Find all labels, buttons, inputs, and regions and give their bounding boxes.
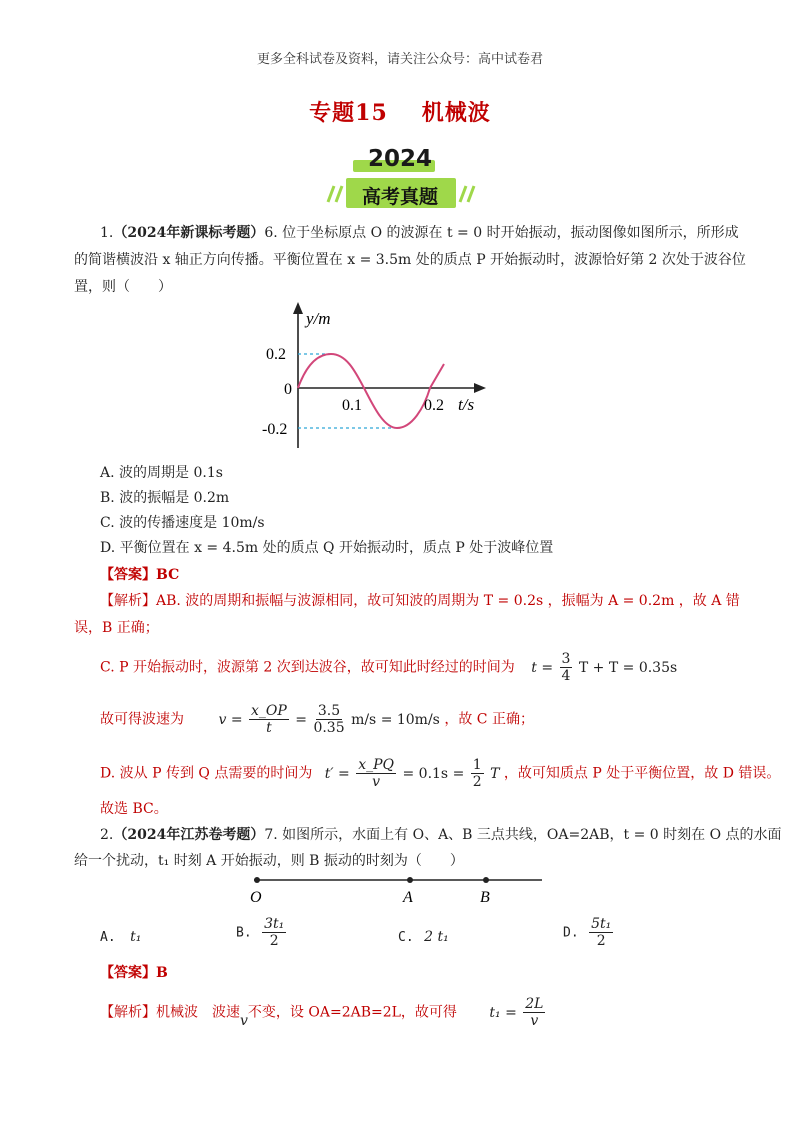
q1-number: 1.	[100, 225, 114, 241]
frac-den: 2	[472, 774, 482, 790]
frac-values	[313, 703, 344, 736]
frac-den: 2	[596, 933, 606, 949]
point-a-label: A	[403, 889, 413, 906]
point-b-label: B	[480, 889, 490, 906]
q2-answer: 【答案】B	[100, 965, 168, 981]
formula-elapsed-time	[531, 651, 678, 684]
frac-num: 1	[472, 757, 482, 773]
formula-t1	[489, 996, 547, 1029]
q2-analysis-v: v	[240, 1012, 248, 1029]
formula-v-post: m/s = 10m/s	[351, 711, 440, 728]
q1-conclusion: 故选 BC。	[100, 801, 168, 817]
option-label: D.	[563, 925, 579, 941]
year-label: 2024	[367, 146, 432, 172]
q2-line1	[100, 824, 782, 846]
q1-analysis-d-tail: ，故可知质点 P 处于平衡位置，故 D 错误。	[503, 765, 781, 782]
q1-line1	[100, 222, 739, 244]
frac-num: 2L	[525, 996, 544, 1012]
title-name: 机械波	[421, 100, 491, 126]
formula-v-pre: v =	[218, 711, 243, 728]
q1-analysis-c-2-text: 故可得波速为	[100, 711, 184, 728]
frac-num: 5t₁	[591, 916, 612, 932]
tick-y-zero: 0	[284, 381, 292, 398]
q1-analysis-ab-2: 误，B 正确；	[74, 620, 159, 636]
tick-y-neg: -0.2	[262, 421, 288, 438]
x-axis-arrow	[474, 383, 486, 393]
frac-den: v	[372, 774, 381, 790]
frac-den: 2	[269, 933, 279, 949]
option-frac	[589, 916, 613, 949]
frac-num: x_OP	[251, 703, 287, 719]
title-topic: 专题15	[309, 100, 388, 126]
q2-stem-1: 7. 如图所示，水面上有 O、A、B 三点共线，OA=2AB，t = 0 时刻在 O 点的水面	[264, 827, 782, 843]
q2-number: 2.	[100, 827, 114, 843]
formula-pq-time	[324, 757, 504, 790]
q1-analysis-c-2-tail: ，故 C 正确；	[444, 711, 534, 728]
formula-t1-pre: t₁ =	[489, 1004, 517, 1021]
frac-den: 0.35	[313, 720, 345, 736]
q1-analysis-ab-1: 【解析】AB. 波的周期和振幅与波源相同，故可知波的周期为 T = 0.2s ，振幅为 A = 0.2m ，故 A 错	[100, 593, 740, 609]
option-value: t₁	[130, 929, 142, 945]
y-axis-arrow	[293, 302, 303, 314]
option-label: B.	[236, 925, 252, 941]
header-promo: 更多全科试卷及资料，请关注公众号：高中试卷君	[256, 52, 543, 67]
vibration-curve	[298, 354, 444, 428]
frac-three-quarters	[560, 651, 573, 684]
frac-num: 3	[561, 651, 571, 667]
q1-analysis-c-1-text: C. P 开始振动时，波源第 2 次到达波谷，故可知此时经过的时间为	[100, 659, 515, 676]
tick-x-1: 0.1	[342, 397, 362, 414]
q1-line2: 的简谐横波沿 x 轴正方向传播。平衡位置在 x = 3.5m 处的质点 P 开始振动时，波源恰好第 2 次处于波谷位	[74, 252, 746, 268]
formula-wave-speed	[218, 703, 444, 736]
q2-option-a	[100, 926, 141, 949]
q2-option-d	[563, 916, 615, 949]
frac-num: 3t₁	[264, 916, 285, 932]
q2-line2: 给一个扰动，t₁ 时刻 A 开始振动，则 B 振动的时刻为（ ）	[74, 853, 464, 869]
point-a	[407, 877, 413, 883]
formula-T: T	[490, 765, 500, 782]
formula-tprime-pre: t′ =	[324, 765, 350, 782]
q1-answer: 【答案】BC	[100, 567, 180, 583]
q2-analysis	[100, 996, 547, 1029]
section-title: 高考真题	[361, 186, 438, 208]
option-frac	[262, 916, 286, 949]
tick-y-pos: 0.2	[266, 346, 286, 363]
q1-analysis-d	[100, 757, 780, 790]
formula-t-pre: t =	[531, 659, 554, 676]
frac-xop-t	[249, 703, 289, 736]
q1-line3: 置，则（ ）	[74, 279, 172, 295]
point-o	[254, 877, 260, 883]
formula-t-post: T + T = 0.35s	[578, 659, 678, 676]
oab-diagram	[240, 868, 550, 908]
frac-num: 3.5	[317, 703, 341, 719]
q1-source: （2024年新课标考题）	[113, 225, 265, 241]
q1-stem-1: 6. 位于坐标原点 O 的波源在 t = 0 时开始振动，振动图像如图所示，所形成	[264, 225, 739, 241]
frac-2l-v	[523, 996, 545, 1029]
q1-option-d: D. 平衡位置在 x = 4.5m 处的质点 Q 开始振动时，质点 P 处于波峰位置	[100, 540, 554, 556]
option-label: A.	[100, 930, 116, 945]
q1-analysis-c-1	[100, 651, 677, 684]
option-label: C.	[398, 930, 414, 945]
option-value: 2 t₁	[424, 929, 449, 945]
q1-analysis-c-2	[100, 703, 534, 736]
formula-eq: =	[295, 711, 307, 728]
page-title	[0, 96, 800, 127]
q1-option-c: C. 波的传播速度是 10m/s	[100, 515, 265, 531]
q1-option-b: B. 波的振幅是 0.2m	[100, 490, 230, 506]
y-axis-label: y/m	[306, 309, 331, 328]
x-axis-label: t/s	[458, 395, 475, 414]
q1-analysis-d-text: D. 波从 P 传到 Q 点需要的时间为	[100, 765, 313, 782]
point-b	[483, 877, 489, 883]
q2-option-b	[236, 916, 288, 949]
frac-half	[471, 757, 484, 790]
frac-den: v	[530, 1013, 539, 1029]
q2-analysis-text-1: 【解析】机械波 波速	[100, 1004, 240, 1021]
q2-source: （2024年江苏卷考题）	[113, 827, 265, 843]
formula-mid: = 0.1s =	[402, 765, 465, 782]
frac-den: 4	[561, 668, 571, 684]
tick-x-2: 0.2	[424, 397, 444, 414]
frac-num: x_PQ	[358, 757, 395, 773]
q1-option-a: A. 波的周期是 0.1s	[100, 465, 223, 481]
frac-xpq-v	[356, 757, 396, 790]
frac-den: t	[266, 720, 272, 736]
q2-analysis-text-2: 不变，设 OA=2AB=2L，故可得	[247, 1004, 457, 1021]
q2-option-c	[398, 926, 449, 949]
vibration-graph	[262, 298, 502, 458]
point-o-label: O	[250, 889, 262, 906]
